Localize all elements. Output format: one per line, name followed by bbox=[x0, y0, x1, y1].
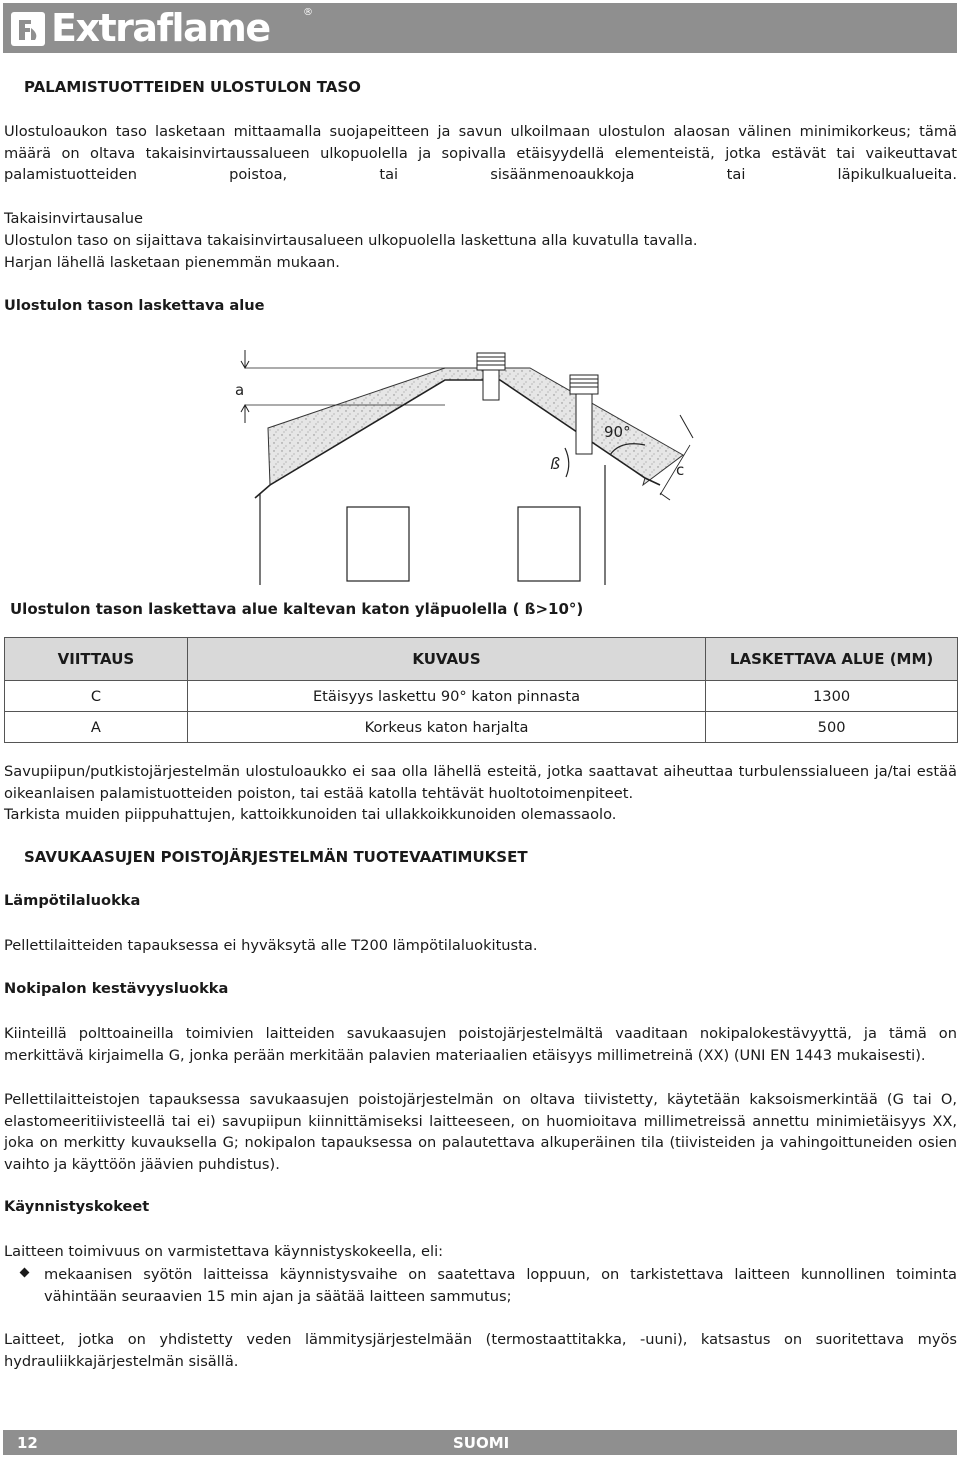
table-cell: Korkeus katon harjalta bbox=[187, 712, 705, 743]
paragraph: Harjan lähellä lasketaan pienemmän mukaan. bbox=[4, 254, 340, 271]
list-item-text: mekaanisen syötön laitteissa käynnistysvaihe on saatettava loppuun, on tarkistettava laitteen kunnollinen toiminta vähintään seuraavien 15 min ajan ja säätää laitteen sammutus; bbox=[44, 1266, 957, 1305]
subsection-title: Käynnistyskokeet bbox=[4, 1198, 150, 1215]
paragraph: Ulostuloaukon taso lasketaan mittaamalla suojapeitteen ja savun ulkoilmaan ulostulon alaosan välinen minimikorkeus; tämä määrä on oltava takaisinvirtaussalueen ulkopuolella ja sopivalla etäisyydellä elementeistä, jotka estävät tai vaikeuttavat palamistuotteiden poistoa, tai sisäänmenoaukkoja tai läpikulkualueita. bbox=[4, 123, 957, 184]
table-cell: Etäisyys laskettu 90° katon pinnasta bbox=[187, 681, 705, 712]
column-header: LASKETTAVA ALUE (MM) bbox=[706, 638, 958, 681]
header-bar bbox=[3, 3, 957, 53]
chimney-slope bbox=[576, 394, 592, 454]
subsection-title: Lämpötilaluokka bbox=[4, 892, 141, 909]
window-left bbox=[347, 507, 409, 581]
paragraph: Laitteen toimivuus on varmistettava käynnistyskokeella, eli: bbox=[4, 1243, 444, 1260]
column-header: VIITTAUS bbox=[5, 638, 188, 681]
section-title: PALAMISTUOTTEIDEN ULOSTULON TASO bbox=[24, 78, 361, 96]
angle-arc-beta bbox=[565, 448, 569, 477]
diagram-heading: Ulostulon tason laskettava alue bbox=[4, 297, 265, 314]
brand-name: Extraflame bbox=[51, 6, 270, 50]
registered-mark: ® bbox=[303, 7, 313, 18]
paragraph: Tarkista muiden piippuhattujen, kattoikkunoiden tai ullakkoikkunoiden olemassaolo. bbox=[4, 806, 617, 823]
column-header: KUVAUS bbox=[187, 638, 705, 681]
label-a: a bbox=[235, 381, 245, 399]
chimney-cap-slope bbox=[570, 375, 598, 394]
roof-diagram bbox=[200, 345, 720, 595]
paragraph: Kiinteillä polttoaineilla toimivien laitteiden savukaasujen poistojärjestelmältä vaaditaan nokipalokestävyyttä, ja tämä on merkittävä kirjaimella G, jonka perään merkitään palavien materiaalien etäisyys millimetreinä (XX) (UNI EN 1443 mukaisesti). bbox=[4, 1025, 957, 1064]
diagram-caption: Ulostulon tason laskettava alue kaltevan katon yläpuolella ( ß>10°) bbox=[10, 600, 584, 618]
label-angle: 90° bbox=[604, 423, 631, 441]
label-beta: ß bbox=[550, 454, 561, 473]
brand-logo bbox=[9, 5, 270, 51]
paragraph: Laitteet, jotka on yhdistetty veden lämmitysjärjestelmään (termostaattitakka, -uuni), katsastus on suoritettava myös hydrauliikkajärjestelmän sisällä. bbox=[4, 1331, 957, 1370]
table-row bbox=[5, 712, 958, 743]
page-number: 12 bbox=[17, 1434, 38, 1452]
paragraph: Savupiipun/putkistojärjestelmän ulostuloaukko ei saa olla lähellä esteitä, jotka saattavat aiheuttaa turbulenssialueen ja/tai estää oikeanlaisen palamistuotteiden poiston, tai estää katolla tehtävät huoltotoimenpiteet. bbox=[4, 763, 957, 802]
section-title: SAVUKAASUJEN POISTOJÄRJESTELMÄN TUOTEVAATIMUKSET bbox=[24, 848, 528, 866]
language-label: SUOMI bbox=[453, 1434, 510, 1452]
table-row bbox=[5, 681, 958, 712]
list-item bbox=[4, 1264, 957, 1307]
label-c: c bbox=[676, 461, 685, 479]
paragraph: Pellettilaitteiden tapauksessa ei hyväksytä alle T200 lämpötilaluokitusta. bbox=[4, 937, 538, 954]
table-cell: A bbox=[5, 712, 188, 743]
reference-table bbox=[4, 637, 958, 743]
table-header-row bbox=[5, 638, 958, 681]
chimney-ridge bbox=[483, 370, 499, 400]
window-right bbox=[518, 507, 580, 581]
table-cell: 500 bbox=[706, 712, 958, 743]
paragraph-title: Takaisinvirtausalue bbox=[4, 210, 143, 227]
footer-bar bbox=[3, 1430, 957, 1455]
table-cell: C bbox=[5, 681, 188, 712]
subsection-title: Nokipalon kestävyysluokka bbox=[4, 980, 229, 997]
paragraph: Ulostulon taso on sijaittava takaisinvirtausalueen ulkopuolella laskettuna alla kuvatulla tavalla. bbox=[4, 232, 698, 249]
chimney-cap-ridge bbox=[477, 353, 505, 370]
brand-logo-icon bbox=[9, 8, 49, 48]
table-cell: 1300 bbox=[706, 681, 958, 712]
paragraph: Pellettilaitteistojen tapauksessa savukaasujen poistojärjestelmän on oltava tiivistetty, käytetään kaksoismerkintää (G tai O, elastomeeritiivisteellä tai ei) savupiipun kiinnittämiseksi laitteeseen, on huomioitava millimetreissä annettu minimietäisyys XX, joka on merkitty kuvauksella G; nokipalon tapauksessa on palautettava alkuperäinen tila (tiivisteiden ja vahingoittuneiden osien vaihto ja käyttöön jäävien puhdistus). bbox=[4, 1091, 957, 1173]
